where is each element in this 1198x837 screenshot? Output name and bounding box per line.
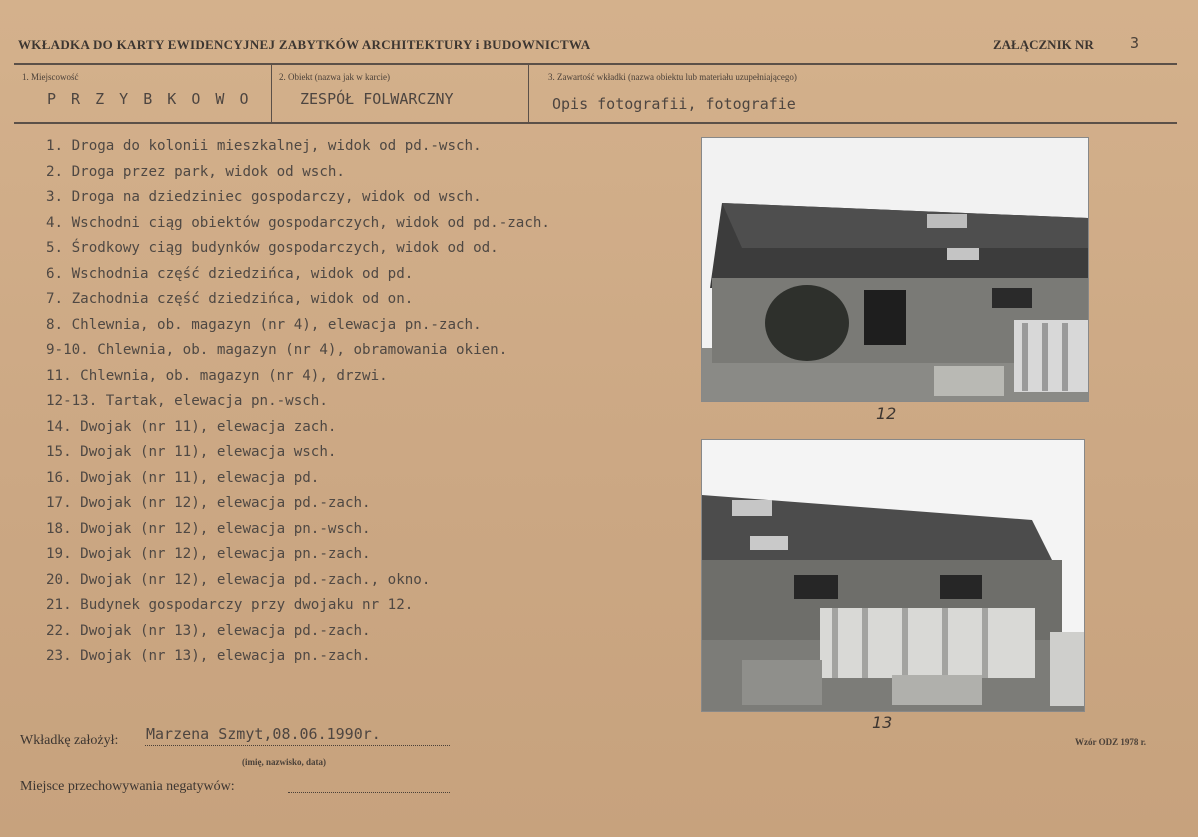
form-title: WKŁADKA DO KARTY EWIDENCYJNEJ ZABYTKÓW ARCHITEKTURY i BUDOWNICTWA bbox=[18, 37, 591, 52]
list-item: 20. Dwojak (nr 12), elewacja pd.-zach., okno. bbox=[46, 571, 431, 588]
list-item: 5. Środkowy ciąg budynków gospodarczych, widok od od. bbox=[46, 240, 499, 256]
list-item: 11. Chlewnia, ob. magazyn (nr 4), drzwi. bbox=[46, 367, 388, 384]
list-item: 6. Wschodnia część dziedzińca, widok od pd. bbox=[46, 265, 414, 282]
field-divider-1 bbox=[271, 65, 272, 122]
photo-number-13: 13 bbox=[872, 713, 893, 732]
list-item: 22. Dwojak (nr 13), elewacja pd.-zach. bbox=[46, 622, 371, 639]
template-mark: Wzór ODZ 1978 r. bbox=[1075, 737, 1146, 747]
author-hint: (imię, nazwisko, data) bbox=[242, 757, 326, 767]
object-value: ZESPÓŁ FOLWARCZNY bbox=[300, 90, 454, 108]
author-value: Marzena Szmyt,08.06.1990r. bbox=[146, 725, 381, 743]
list-item: 18. Dwojak (nr 12), elewacja pn.-wsch. bbox=[46, 520, 371, 537]
locality-label: 1. Miejscowość bbox=[22, 72, 79, 82]
author-label: Wkładkę założył: bbox=[20, 733, 119, 748]
author-dotted-line bbox=[145, 745, 450, 746]
annex-label: ZAŁĄCZNIK NR bbox=[993, 37, 1094, 52]
photo-13 bbox=[701, 439, 1085, 712]
object-label: 2. Obiekt (nazwa jak w karcie) bbox=[279, 72, 390, 82]
locality-value: P R Z Y B K O W O bbox=[47, 90, 252, 108]
storage-dotted-line bbox=[288, 792, 450, 793]
list-item: 8. Chlewnia, ob. magazyn (nr 4), elewacja pn.-zach. bbox=[46, 316, 482, 333]
list-item: 1. Droga do kolonii mieszkalnej, widok od pd.-wsch. bbox=[46, 138, 482, 154]
photo-number-12: 12 bbox=[876, 404, 897, 423]
header-rule bbox=[14, 63, 1177, 65]
list-item: 3. Droga na dziedziniec gospodarczy, widok od wsch. bbox=[46, 189, 482, 205]
photo-12 bbox=[701, 137, 1089, 402]
field-divider-2 bbox=[528, 65, 529, 122]
list-item: 19. Dwojak (nr 12), elewacja pn.-zach. bbox=[46, 546, 371, 562]
list-item: 16. Dwojak (nr 11), elewacja pd. bbox=[46, 469, 320, 486]
list-item: 4. Wschodni ciąg obiektów gospodarczych, widok od pd.-zach. bbox=[46, 214, 550, 231]
list-item: 21. Budynek gospodarczy przy dwojaku nr 12. bbox=[46, 597, 414, 613]
list-item: 15. Dwojak (nr 11), elewacja wsch. bbox=[46, 444, 337, 460]
list-item: 2. Droga przez park, widok od wsch. bbox=[46, 163, 345, 180]
list-item: 9-10. Chlewnia, ob. magazyn (nr 4), obramowania okien. bbox=[46, 342, 508, 358]
content-label: 3. Zawartość wkładki (nazwa obiektu lub materiału uzupełniającego) bbox=[548, 72, 797, 82]
annex-number: 3 bbox=[1130, 34, 1140, 52]
storage-label: Miejsce przechowywania negatywów: bbox=[20, 779, 235, 794]
content-value: Opis fotografii, fotografie bbox=[552, 95, 796, 113]
list-item: 12-13. Tartak, elewacja pn.-wsch. bbox=[46, 393, 328, 409]
list-item: 17. Dwojak (nr 12), elewacja pd.-zach. bbox=[46, 495, 371, 511]
list-item: 7. Zachodnia część dziedzińca, widok od on. bbox=[46, 291, 414, 307]
list-item: 14. Dwojak (nr 11), elewacja zach. bbox=[46, 418, 337, 435]
fields-rule bbox=[14, 122, 1177, 124]
photo-description-list bbox=[46, 134, 550, 670]
list-item: 23. Dwojak (nr 13), elewacja pn.-zach. bbox=[46, 648, 371, 664]
